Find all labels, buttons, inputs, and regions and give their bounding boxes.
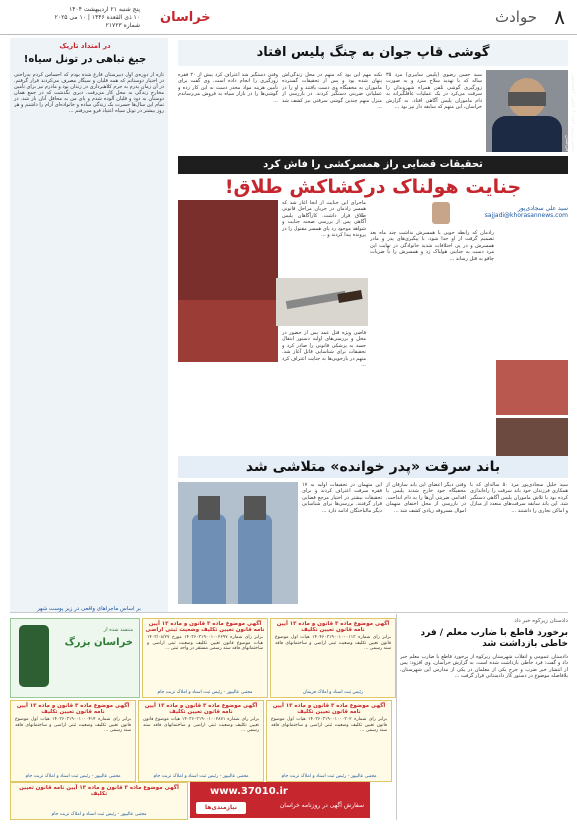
section-name: حوادث	[495, 8, 537, 26]
sidebar-kicker: در امتداد تاریک	[59, 42, 111, 50]
story1-title: گوشی قاپ جوان به چنگ پلیس افتاد	[178, 40, 568, 66]
photo-caption: عکس تزئینی است / عکس: اختصاصی خراسان	[564, 72, 576, 152]
date-block	[20, 6, 140, 30]
story1-column: نکته مهم این بود که متهم در محل زندگی‌اش پنهان شده بود و پس از تحقیقات گسترده ماموران به مخفیگاه وی دست یافتند و او را در عملیاتی ضربتی دستگیر کردند. در بازرسی از منزل متهم چندین گوشی سرقتی نیز کشف شد ...	[282, 72, 382, 111]
newspaper-logo: خراسان	[160, 10, 211, 25]
right-kicker: دادستان زیرکوه خبر داد	[514, 618, 568, 624]
sidebar-body: تازه از دوره‌ی اول دبیرستان فارغ شده بودم که احساس کردم به‌راحتی در اختیار دوستانم که همه قلیان و سیگار مصرف می‌کردند قرار گرفتم. در آن زمان پدرم به جرم کلاهبرداری در زندان بود و مادرم نیز برای تأمین مخارج زندگی به محل کار می‌رفت. دیری نگذشت که در جمع همان دوستان به دود و قلیان آلوده شدم و پای من به محافل آنان باز شد. در تمام این سال‌ها حسرت یک زندگی ساده و خانواده‌ای آرام را داشتم و هر روز بیشتر در تونل سیاه اعتیاد فرو می‌رفتم ...	[14, 72, 164, 114]
classified-ad-banner[interactable]	[190, 782, 370, 818]
app-ad-title: خراسان بزرگ	[64, 637, 133, 648]
classified-tagline: سفارش آگهی در روزنامه خراسان	[279, 802, 364, 809]
story2-title: جنایت هولناک درکشاکش طلاق!	[224, 176, 522, 198]
story1-column: سید حسن رضوی (پلیس سایبری) مرد ۳۵ ساله که با تهدید سلاح سرد و به صورت زورگیری گوشی تلفن همراه شهروندان را سرقت می‌کرد در یک عملیات غافلگیرانه به دام ماموران پلیس آگاهی افتاد. به گزارش خراسان، این متهم که سابقه دار نیز بود ...	[386, 72, 482, 111]
crime-scene-photo	[178, 200, 278, 300]
story2-column: ماجرای این جنایت از آنجا آغاز شد که همسر رادمان در جریان مراحل قانونی طلاق قرار داشت. کارآگاهان پلیس آگاهی پس از بررسی صحنه جنایت و شواهد موجود رد پای همسر مقتول را در پرونده پیدا کردند و ...	[282, 200, 366, 239]
legal-ad: آگهی موضوع ماده ۳ قانون و ماده ۱۳ آیین نامه قانون تعیین تکلیف برابر رای شماره ۱۴۰۳۶۰۳۱۹۰۰۱۰۰۰۴۱۴ هیات اول موضوع قانون تعیین تکلیف وضعیت ثبتی اراضی و ساختمانهای فاقد سند رسمی ... مجتبی عالیپور - رئیس ثبت اسناد و املاک تربت جام	[10, 700, 136, 782]
column-divider	[396, 614, 397, 820]
date-line: پنج شنبه ۲۱ اردیبهشت ۱۴۰۴	[69, 6, 140, 13]
sidebar-column	[10, 38, 168, 613]
suspects-photo	[178, 482, 298, 604]
story2-author	[448, 205, 568, 219]
crime-scene-photo	[178, 300, 278, 362]
section-divider	[10, 612, 568, 613]
date-line: ۱۰ ذی القعده ۱۴۴۶ | ۱۰ می ۲۰۲۵	[54, 14, 140, 21]
story3-column: وقتی دیگر اعضای این باند سارقان از مخفیگاه خود خارج شدند پلیس با اقدامی ضربتی آن‌ها را به دام انداخت. در بازرسی از محل اختفای متهمان اموال مسروقه زیادی کشف شد ...	[386, 482, 466, 514]
page-header	[0, 0, 577, 35]
legal-ad: آگهی موضوع ماده ۳ قانون و ماده ۱۳ آیین نامه قانون تعیین تکلیف برابر رای شماره ۱۴۰۴۶۰۳۱۹۰۰۱۰۰۰۱۱۳ هیات اول موضوع قانون تعیین تکلیف وضعیت ثبتی اراضی و ساختمانهای فاقد سند رسمی ... رئیس ثبت اسناد و املاک فریمان	[270, 618, 396, 698]
legal-ad: آگهی موضوع ماده ۳ قانون و ماده ۱۳ آیین نامه قانون تعیین تکلیف مجتبی عالیپور - رئیس ثبت اسناد و املاک تربت جام	[10, 782, 188, 820]
legal-ad: آگهی موضوع ماده ۳ قانون و ماده ۱۳ آیین نامه قانون تعیین تکلیف برابر رای شماره ۱۴۰۳۶۰۳۱۹۰۰۱۰۰۰۳۰۲ هیات اول موضوع قانون تعیین تکلیف وضعیت ثبتی اراضی و ساختمانهای فاقد سند رسمی ... مجتبی عالیپور - رئیس ثبت اسناد و املاک تربت جام	[266, 700, 392, 782]
sidebar-title: جیغ تباهی در تونل سیاه!	[23, 54, 147, 65]
evidence-photo	[496, 360, 568, 415]
knife-photo	[276, 278, 368, 326]
story1-photo	[486, 70, 576, 152]
page-number: ۸	[554, 5, 565, 29]
classified-button[interactable]: نیازمندی‌ها	[196, 802, 246, 814]
story3-title: باند سرقت «پدر خوانده» متلاشی شد	[178, 456, 568, 478]
story2-kicker: تحقیقات قضایی راز همسرکشی را فاش کرد	[178, 156, 568, 174]
evidence-photo	[496, 418, 568, 458]
app-advertisement[interactable]	[10, 618, 140, 698]
right-title: برخورد قاطع با ضارب معلم / فرد خاطی بازداشت شد	[420, 628, 568, 649]
legal-ad: آگهی موضوع ماده ۳ قانون و ماده ۱۳ آیین نامه قانون تعیین تکلیف وضعیت ثبتی اراضی برابر رای شماره ۱۴۰۳۶۰۳۱۹۰۰۱۰۰۲۶۹۷ مورخ ۱۴۰۳/۰۸/۲۷ هیات موضوع قانون تعیین تکلیف وضعیت ثبتی اراضی و ساختمانهای فاقد سند رسمی مستقر در واحد ثبتی ... مجتبی عالیپور - رئیس ثبت اسناد و املاک تربت جام	[142, 618, 268, 698]
story3-column: سید خلیل سجادی‌پور مرد ۵۰ ساله‌ای که با همکاری فرزندان خود باند سرقت را راه‌اندازی کرده بود با تلاش ماموران پلیس آگاهی دستگیر شد. این باند سابقه سرقت‌های متعدد از منازل و اماکن تجاری را داشتند ...	[470, 482, 568, 514]
issue-number: شماره ۲۱۷۲۳	[105, 22, 140, 29]
story1-column: وقتی دستگیر شد اعتراف کرد بیش از ۲۰ فقره زورگیری را انجام داده است. وی گفت برای تأمین هزینه مواد مخدر دست به این کار زده و گوشی‌ها را در بازار سیاه به فروش می‌رساندم ...	[178, 72, 278, 104]
author-name: سید علی سجادی‌پور	[517, 205, 568, 212]
legal-ad: آگهی موضوع ماده ۳ قانون و ماده ۱۳ آیین نامه قانون تعیین تکلیف برابر رای شماره ۱۴۰۳۶۰۳۱۹۰۰۱۰۰۲۸۷۱ هیات موضوع قانون تعیین تکلیف وضعیت ثبتی اراضی و ساختمانهای فاقد سند رسمی ... مجتبی عالیپور - رئیس ثبت اسناد و املاک تربت جام	[138, 700, 264, 782]
author-email: sajjadi@khorasannews.com	[484, 212, 568, 219]
sidebar-footer: بر اساس ماجراهای واقعی در زیر پوست شهر	[37, 606, 141, 612]
classified-url[interactable]: www.37010.ir	[210, 786, 288, 797]
right-body: دادستان عمومی و انقلاب شهرستان زیرکوه از برخورد قاطع با ضارب معلم خبر داد و گفت: فرد خاطی بازداشت شده است. به گزارش خراسان، وی افزود: پس از انتشار خبر ضرب و جرح یکی از معلمان در یکی از مدارس این شهرستان، بلافاصله موضوع در دستور کار دادستانی قرار گرفت ...	[400, 654, 568, 680]
story2-column: رادمان که رابطه خوبی با همسرش نداشت چند ماه بعد تصمیم گرفت از او جدا شود. با پیگیری‌های پدر و مادر همسرش و در پی اختلافات شدید خانوادگی در نهایت این مرد دست به جنایتی هولناک زد و همسرش را با ضربات چاقو به قتل رساند ...	[370, 230, 494, 262]
app-ad-subtitle: منتشد شده از	[103, 627, 133, 633]
story2-column: قاضی ویژه قتل عمد پس از حضور در محل و بررسی‌های اولیه دستور انتقال جسد به پزشکی قانونی را صادر کرد و تحقیقات برای شناسایی قاتل آغاز شد. متهم در بازجویی‌ها به جنایت اعتراف کرد ...	[282, 330, 366, 369]
phone-icon	[19, 625, 49, 687]
story3-column: این متهمان در تحقیقات اولیه به ۱۷ فقره سرقت اعتراف کردند و برای تحقیقات بیشتر در اختیار مرجع قضایی قرار گرفتند. بررسی‌ها برای شناسایی دیگر مالباختگان ادامه دارد ...	[302, 482, 382, 514]
